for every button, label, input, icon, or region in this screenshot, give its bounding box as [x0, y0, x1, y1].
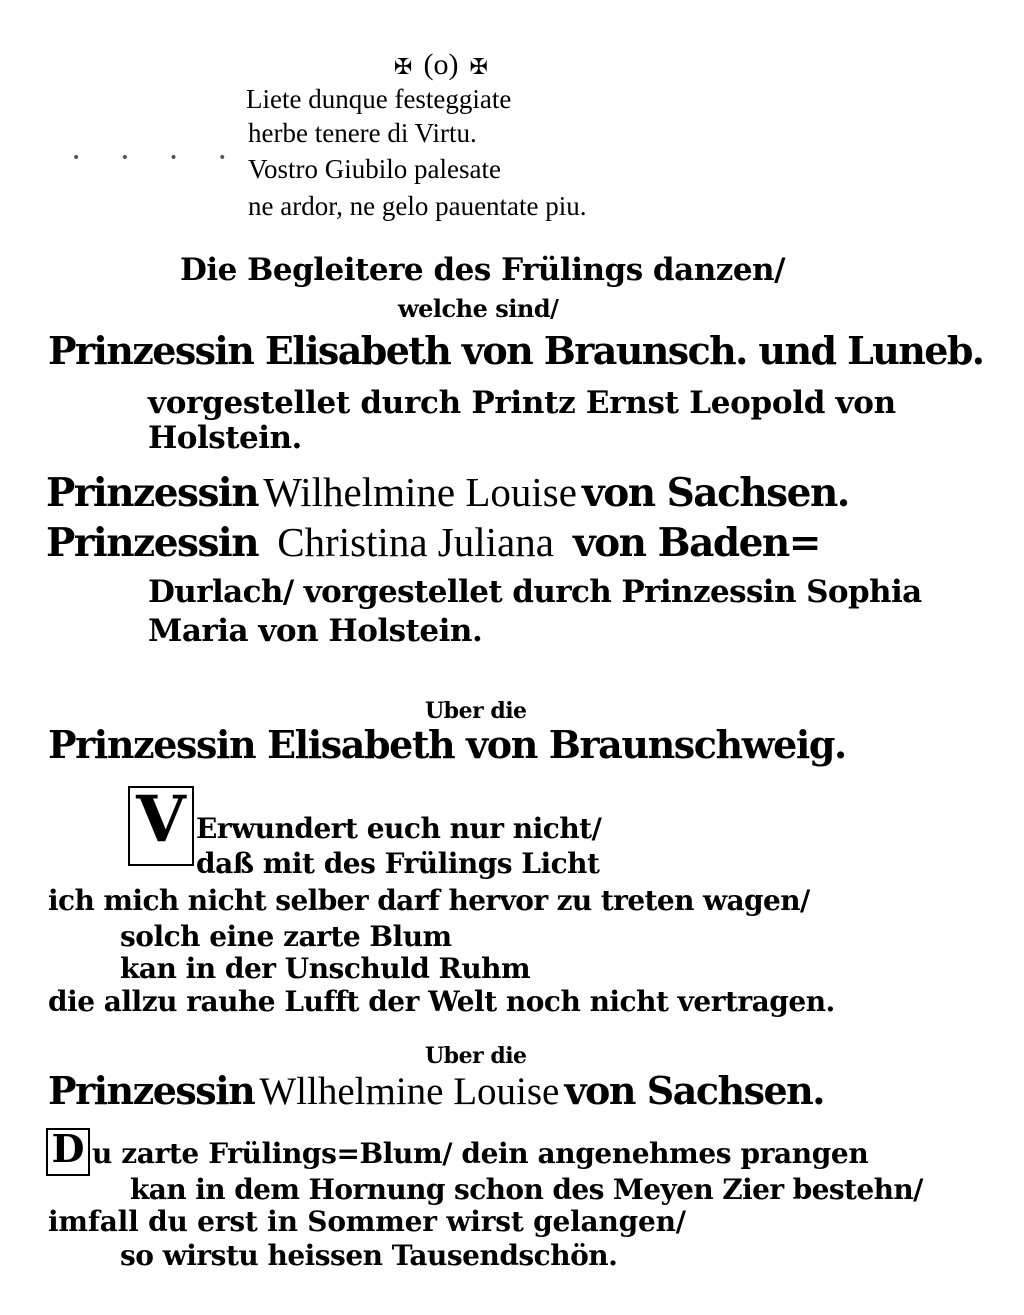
poem-line: solch eine zarte Blum [120, 920, 452, 953]
title-prefix: Prinzessin [48, 1068, 255, 1113]
poem-line: die allzu rauhe Lufft der Welt noch nicht vertragen. [48, 985, 835, 1018]
italian-verse-line: Vostro Giubilo palesate [248, 154, 501, 184]
bleed-through-marks: • • • • [72, 150, 245, 166]
dancer-entry-detail: vorgestellet durch Printz Ernst Leopold von [148, 385, 896, 421]
decorated-initial: D [46, 1128, 90, 1176]
section-subheading: welche sind/ [398, 294, 559, 323]
title-suffix: von Sachsen. [564, 1068, 825, 1113]
dancer-entry-title: Prinzessin Elisabeth von Braunsch. und Luneb. [48, 328, 984, 373]
dancer-entry-detail: Holstein. [148, 420, 302, 456]
poem-line: Erwundert euch nur nicht/ [196, 812, 602, 845]
title-suffix: von Sachsen. [582, 470, 849, 516]
poem-line: imfall du erst in Sommer wirst gelangen/ [48, 1205, 686, 1238]
title-prefix: Prinzessin [46, 520, 259, 566]
title-name: Wllhelmine Louise [259, 1070, 560, 1113]
poem-title [48, 1068, 825, 1113]
dancer-entry-title [46, 519, 820, 566]
over-label: Uber die [425, 1043, 527, 1069]
title-suffix: von Baden= [573, 520, 820, 566]
decorated-initial: V [128, 786, 194, 866]
italian-verse-line: Liete dunque festeggiate [246, 84, 512, 114]
over-label: Uber die [425, 698, 527, 724]
dancer-entry-detail: Durlach/ vorgestellet durch Prinzessin Sophia [148, 574, 922, 610]
italian-verse-line: herbe tenere di Virtu. [248, 118, 477, 148]
poem-line: u zarte Frülings=Blum/ dein angenehmes prangen [92, 1137, 869, 1170]
poem-line: ich mich nicht selber darf hervor zu treten wagen/ [48, 884, 810, 917]
poem-line: kan in der Unschuld Ruhm [120, 952, 531, 985]
dancer-entry-detail: Maria von Holstein. [148, 613, 483, 649]
poem-line: daß mit des Frülings Licht [196, 847, 600, 880]
fleuron-right-icon: ✠ [469, 55, 489, 80]
poem-line: so wirstu heissen Tausendschön. [120, 1239, 618, 1272]
title-name: Wilhelmine Louise [263, 469, 577, 515]
page-marker: (o) [423, 48, 459, 81]
title-name: Christina Juliana [277, 519, 554, 565]
fleuron-left-icon: ✠ [394, 55, 413, 80]
section-heading: Die Begleitere des Frülings danzen/ [180, 252, 785, 288]
title-prefix: Prinzessin [46, 470, 259, 516]
italian-verse-line: ne ardor, ne gelo pauentate piu. [248, 191, 587, 221]
poem-title: Prinzessin Elisabeth von Braunschweig. [48, 722, 846, 767]
poem-line: kan in dem Hornung schon des Meyen Zier bestehn/ [130, 1173, 923, 1206]
page-header [394, 50, 488, 80]
dancer-entry-title [46, 469, 849, 516]
